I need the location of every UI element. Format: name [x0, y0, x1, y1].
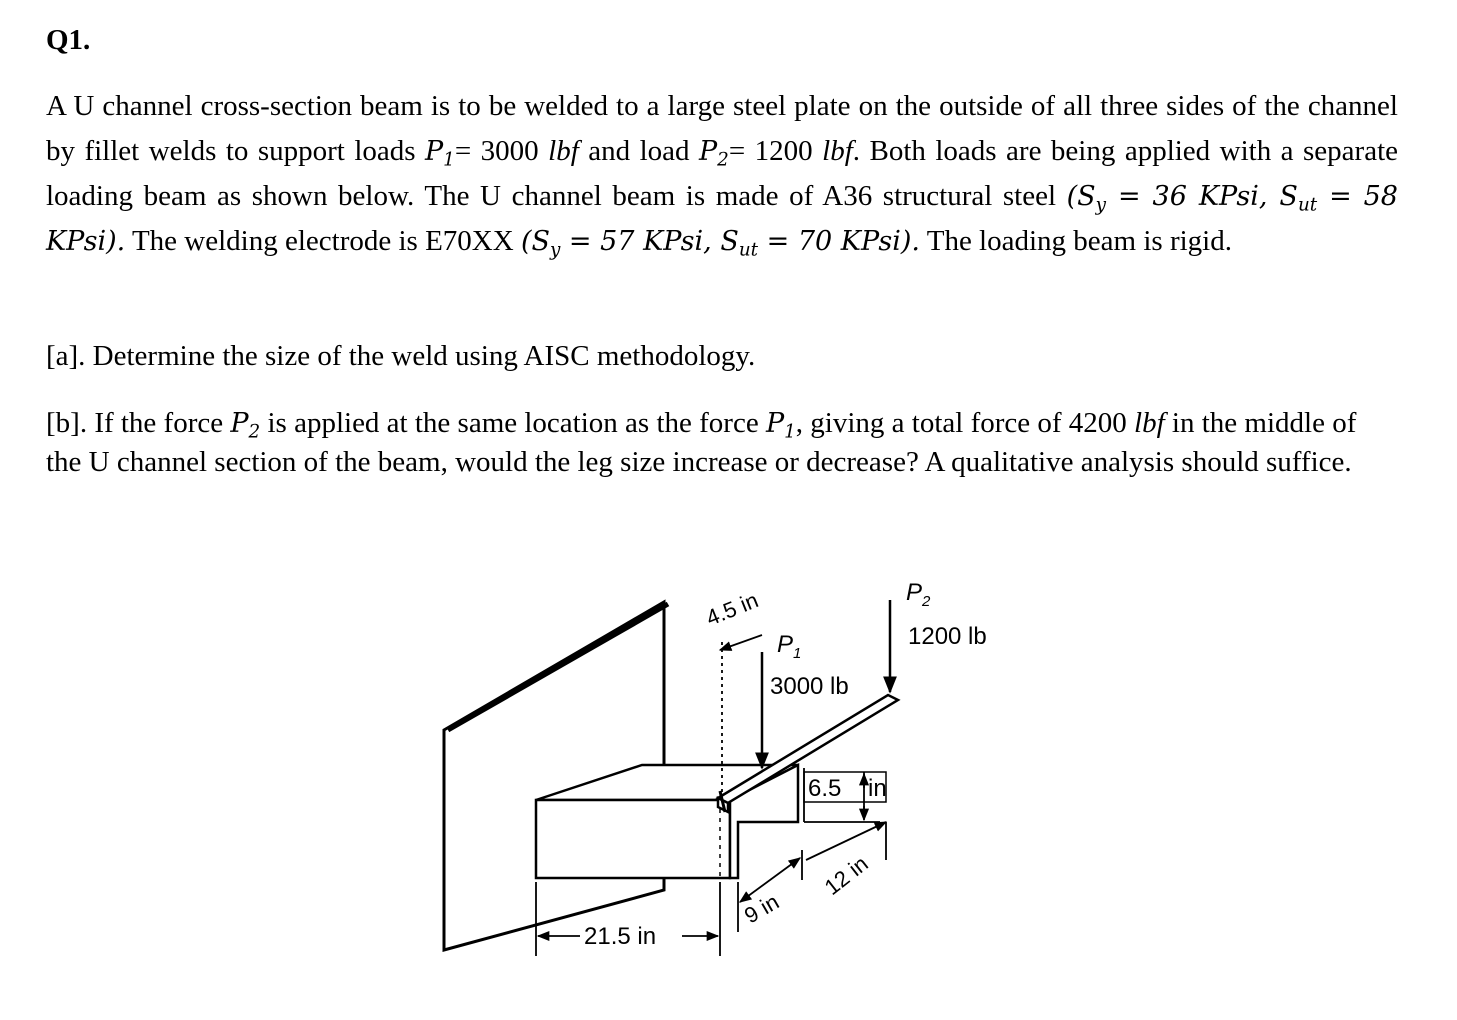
a36-eq2: = 58 KPsi).	[46, 181, 1398, 257]
p1-symbol: P	[425, 136, 444, 167]
p2-subscript: 2	[248, 421, 261, 443]
dim-length-label: 21.5 in	[584, 923, 657, 950]
dim-height-value: 6.5	[808, 775, 842, 802]
intro-text-7: The loading beam is rigid.	[920, 225, 1232, 257]
e70-eq2: = 70 KPsi).	[758, 226, 920, 257]
p2-subscript: 2	[717, 149, 729, 171]
p2-value: = 1200	[728, 135, 823, 167]
p2-symbol: P	[230, 408, 249, 439]
intro-text-5: . Both loads are being applied with a separate loading beam as shown below. The U channel beam is made of A36 structural steel	[46, 135, 1398, 212]
dim-offset-label: 4.5 in	[702, 587, 762, 631]
load-p2-value: 1200 lb	[908, 623, 987, 650]
part-b	[46, 404, 1398, 481]
a36-sut-sub: ut	[1297, 194, 1318, 216]
intro-text-6: The welding electrode is E70XX	[125, 225, 521, 257]
problem-statement	[46, 84, 1398, 264]
dim-span-label: 12 in	[819, 850, 873, 900]
a36-sy-sub: y	[1095, 194, 1107, 216]
intro-text-1: A U channel cross-section beam is to be welded to a large steel plate on the outside of all three sides of the channel by fillet welds to support loads	[46, 90, 1398, 167]
part-b-text-4: in the middle of the U channel section of the beam, would the leg size increase or decrease? A qualitative analysis should suffice.	[46, 407, 1357, 478]
part-a: [a]. Determine the size of the weld using AISC methodology.	[46, 340, 756, 372]
dim-width-label: 9 in	[740, 888, 784, 929]
part-b-text-3: , giving a total force of 4200	[795, 407, 1135, 439]
e70-sut-sub: ut	[738, 239, 759, 261]
p2-symbol: P	[699, 136, 718, 167]
dim-height-unit: in	[868, 775, 887, 802]
part-b-text-1: [b]. If the force	[46, 407, 231, 439]
weld-beam-figure	[420, 560, 1020, 980]
part-b-text-2: is applied at the same location as the force	[260, 407, 766, 439]
load-p2-symbol: $P_2$	[906, 579, 931, 610]
a36-props: (S	[1066, 181, 1096, 212]
p1-subscript: 1	[443, 149, 455, 171]
e70-sy-sub: y	[549, 239, 561, 261]
load-p1-value: 3000 lb	[770, 673, 849, 700]
e70-props: (S	[520, 226, 550, 257]
e70-eq1: = 57 KPsi, S	[560, 226, 739, 257]
p1-symbol: P	[765, 408, 785, 439]
unit-lbf: lbf	[1134, 407, 1165, 439]
load-p1-symbol: $P_1$	[777, 631, 802, 662]
a36-eq1: = 36 KPsi, S	[1106, 181, 1298, 212]
question-number: Q1.	[46, 24, 91, 56]
intro-text-3: and load	[578, 135, 699, 167]
p1-value: = 3000	[454, 135, 549, 167]
p1-subscript: 1	[784, 421, 796, 443]
unit-lbf: lbf	[822, 135, 853, 167]
unit-lbf: lbf	[548, 135, 579, 167]
